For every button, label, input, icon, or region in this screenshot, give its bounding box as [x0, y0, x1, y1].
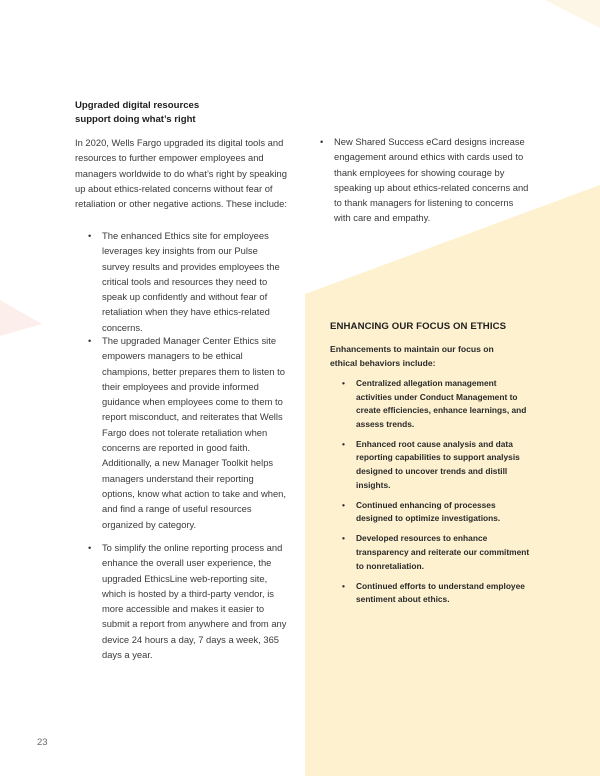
- focus-item: • Continued efforts to understand employee sentiment about ethics.: [342, 580, 532, 607]
- focus-title: ENHANCING OUR FOCUS ON ETHICS: [330, 321, 507, 332]
- intro-paragraph: In 2020, Wells Fargo upgraded its digital tools and resources to further empower employees and managers worldwide to do what’s right by speaking up about ethics-related concerns without fear of retaliation or other negative actions. These include:: [75, 137, 287, 210]
- page-number: 23: [37, 737, 48, 748]
- focus-list: [342, 377, 532, 613]
- left-bullet-list-2: [88, 333, 288, 532]
- focus-item: • Continued enhancing of processes designed to optimize investigations.: [342, 499, 532, 526]
- heading-line-2: support doing what’s right: [75, 114, 196, 125]
- focus-intro: Enhancements to maintain our focus on ethical behaviors include:: [330, 344, 494, 368]
- right-bullet-list: [320, 134, 530, 226]
- list-item: • The upgraded Manager Center Ethics site empowers managers to be ethical champions, better prepares them to listen to their employees and provide informed guidance when employees come to them to report misconduct, and reiterates that Wells Fargo does not tolerate retaliation when concerns are reported in good faith. Additionally, a new Manager Toolkit helps managers understand their reporting options, know what action to take and when, and find a range of useful resources organized by category.: [88, 333, 288, 532]
- left-pink-shape: [0, 300, 42, 336]
- list-item: • To simplify the online reporting process and enhance the overall user experience, the upgraded EthicsLine web-reporting site, which is hosted by a third-party vendor, is more accessible and makes it easier to submit a report from anywhere and from any device 24 hours a day, 7 days a week, 365 days a year.: [88, 540, 288, 662]
- focus-item: • Developed resources to enhance transparency and reiterate our commitment to nonretaliation.: [342, 532, 532, 573]
- focus-item: • Enhanced root cause analysis and data reporting capabilities to support analysis designed to uncover trends and distill insights.: [342, 438, 532, 492]
- left-bullet-list: [88, 228, 288, 335]
- focus-item: • Centralized allegation management activities under Conduct Management to create efficiencies, enhance learnings, and assess trends.: [342, 377, 532, 431]
- section-heading: [75, 99, 275, 127]
- left-bullet-list-3: [88, 540, 288, 662]
- list-item: • New Shared Success eCard designs increase engagement around ethics with cards used to thank employees for showing courage by speaking up about ethics-related concerns and to thank managers for listening to concerns with care and empathy.: [320, 134, 530, 226]
- list-item: • The enhanced Ethics site for employees leverages key insights from our Pulse survey results and provides employees the critical tools and resources they need to speak up confidently and without fear of retaliation when they have ethics-related concerns.: [88, 228, 288, 335]
- heading-line-1: Upgraded digital resources: [75, 100, 200, 111]
